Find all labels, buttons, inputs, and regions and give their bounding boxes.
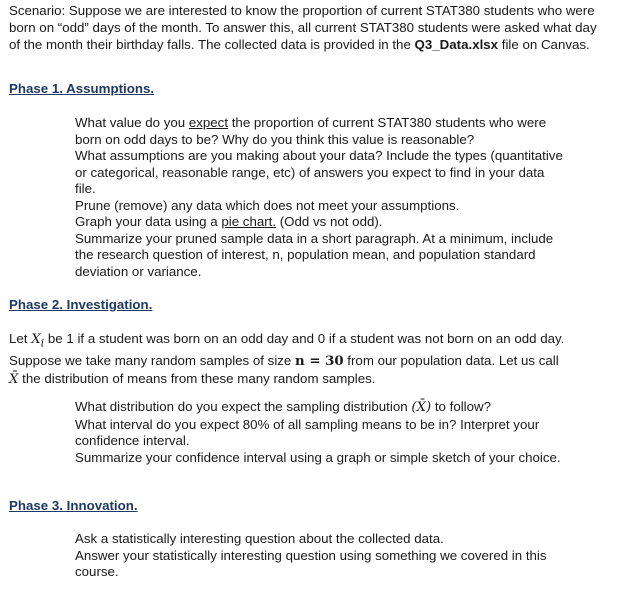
phase3-item (0, 531, 565, 548)
item-text: Answer your statistically interesting question using something we covered in this course. (75, 547, 547, 579)
phase1-item (0, 148, 565, 198)
item-number (0, 115, 1, 132)
item-text: What assumptions are you making about your data? Include the types (quantitative or categorical, reasonable range, etc) of answers you expect to find in your data file. (75, 148, 563, 196)
item-underlined-text: pie chart. (221, 214, 277, 229)
item-text: What value do you (75, 115, 189, 130)
item-number (0, 399, 1, 416)
item-number (0, 214, 1, 231)
math-subscript: i (40, 336, 45, 350)
phase1-item (0, 115, 565, 148)
phase3-heading: Phase 3. Innovation. (9, 498, 138, 513)
para-text: be 1 if a student was born on an odd day and 0 if a student was not born on an odd day. Suppose we take many random samples of size (9, 331, 565, 368)
para-text: Let (9, 331, 32, 346)
phase1-item (0, 214, 565, 231)
phase2-list (0, 399, 610, 466)
phase2-heading: Phase 2. Investigation. (9, 297, 153, 312)
math-xbar: X̄ (9, 371, 19, 387)
phase1-heading: Phase 1. Assumptions. (9, 81, 155, 96)
math-var: X (31, 332, 41, 347)
phase3-item (0, 548, 565, 581)
item-text: Ask a statistically interesting question about the collected data. (75, 531, 444, 546)
item-text: What distribution do you expect the sampling distribution (75, 399, 412, 414)
phase1-item (0, 231, 565, 281)
item-number (0, 417, 1, 434)
item-number (0, 148, 1, 165)
item-number (0, 531, 1, 548)
item-text: Graph your data using a (75, 214, 222, 229)
data-filename: Q3_Data.xlsx (414, 37, 499, 52)
scenario-text-end: file on Canvas. (498, 37, 590, 52)
scenario-paragraph (9, 2, 609, 53)
item-underlined-text: expect (188, 115, 229, 130)
math-x-i (31, 332, 45, 350)
item-number (0, 231, 1, 248)
phase2-item (0, 450, 565, 467)
scenario-text: Scenario: Suppose we are interested to know the proportion of current STAT380 students who were born on “odd” days of the month. To answer this, all current STAT380 students were asked what day of the month their birthday falls. The collected data is provided in the (9, 3, 597, 52)
phase2-paragraph (9, 330, 569, 388)
item-number (0, 198, 1, 215)
item-text: the proportion of current STAT380 students who were born on odd days to be? Why do you think this value is reasonable? (75, 115, 547, 147)
item-text: Prune (remove) any data which does not meet your assumptions. (75, 197, 460, 213)
item-number (0, 548, 1, 565)
item-text: Summarize your confidence interval using a graph or simple sketch of your choice. (75, 449, 561, 465)
phase2-item (0, 399, 565, 417)
phase2-item (0, 417, 565, 450)
item-text: What interval do you expect 80% of all sampling means to be in? Interpret your confidence interval. (75, 416, 540, 448)
item-text: to follow? (431, 399, 492, 414)
item-number (0, 450, 1, 467)
phase1-item (0, 198, 565, 215)
para-text: the distribution of means from these many random samples. (18, 370, 376, 386)
math-n-expression: n = 30 (295, 353, 344, 369)
para-text: from our population data. Let us call (343, 352, 559, 368)
math-xbar: (X̄) (411, 400, 432, 415)
item-text: (Odd vs not odd). (276, 214, 383, 229)
item-text: Summarize your pruned sample data in a short paragraph. At a minimum, include the research question of interest, n, population mean, and population standard deviation or variance. (75, 230, 554, 279)
phase1-list (0, 115, 610, 280)
phase3-list (0, 531, 610, 581)
